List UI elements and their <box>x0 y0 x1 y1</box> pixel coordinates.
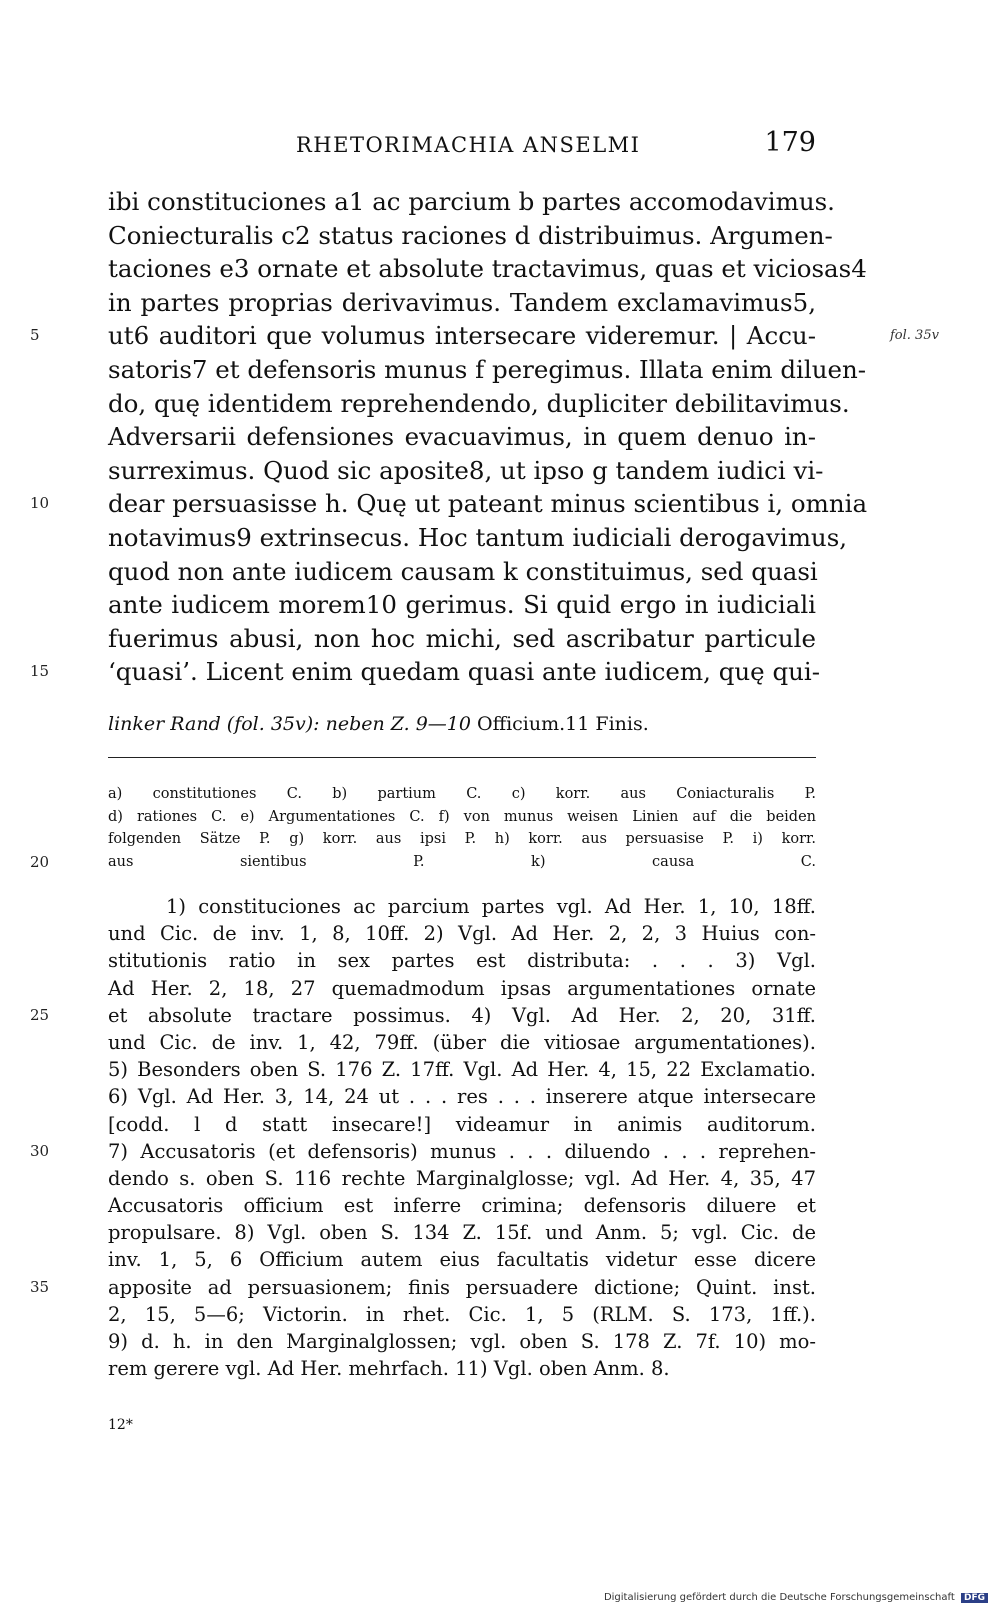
commentary-line-text: Ad Her. 2, 18, 27 quemadmodum ipsas argumentationes ornate <box>108 976 816 1000</box>
running-title: RHETORIMACHIA ANSELMI <box>296 133 641 157</box>
main-text <box>30 185 939 689</box>
commentary-line <box>108 1219 816 1246</box>
digitization-credit-text: Digitalisierung gefördert durch die Deutsche Forschungsgemeinschaft <box>603 1592 955 1603</box>
page-number: 179 <box>764 127 816 158</box>
main-text-line <box>108 185 835 219</box>
line-number: 25 <box>30 1005 50 1024</box>
commentary-line-text: 5) Besonders oben S. 176 Z. 17ff. Vgl. Ad Her. 4, 15, 22 Exclamatio. <box>108 1058 816 1082</box>
main-text-line <box>108 454 824 488</box>
main-text-line <box>108 387 850 421</box>
commentary-line <box>108 920 816 947</box>
commentary-line <box>108 975 816 1002</box>
main-text-line-text: satoris7 et defensoris munus f peregimus. Illata enim diluen- <box>108 354 867 384</box>
main-text-line-text: dear persuasisse h. Quę ut pateant minus scientibus i, omnia <box>108 489 868 519</box>
apparatus-line-text: aus sientibus P. k) causa C. <box>108 853 816 870</box>
commentary-line <box>30 1274 816 1301</box>
commentary-line-text: inv. 1, 5, 6 Officium autem eius facultatis videtur esse dicere <box>108 1248 816 1272</box>
apparatus-line <box>108 828 816 851</box>
commentary-line-text: propulsare. 8) Vgl. oben S. 134 Z. 15f. und Anm. 5; vgl. Cic. de <box>108 1221 816 1245</box>
commentary-line-text: rem gerere vgl. Ad Her. mehrfach. 11) Vgl. oben Anm. 8. <box>108 1357 670 1381</box>
commentary-line <box>108 1301 816 1328</box>
signature-mark: 12* <box>108 1417 133 1433</box>
main-text-line <box>108 521 848 555</box>
line-number: 5 <box>30 326 40 345</box>
main-text-line <box>30 487 868 521</box>
commentary-line <box>108 1083 816 1110</box>
main-text-line-text: ibi constituciones a1 ac parcium b partes accomodavimus. <box>108 187 835 216</box>
main-text-line-text: in partes proprias derivavimus. Tandem exclamavimus5, <box>108 287 816 317</box>
left-margin-note-reference: linker Rand (fol. 35v): neben Z. 9—10 <box>108 713 471 735</box>
commentary-line <box>108 1328 816 1355</box>
line-number: 35 <box>30 1277 50 1296</box>
main-text-line-text: surreximus. Quod sic aposite8, ut ipso g tandem iudici vi- <box>108 455 824 485</box>
commentary-line <box>108 1056 816 1083</box>
apparatus-line <box>108 806 816 829</box>
main-text-line-text: ‘quasi’. Licent enim quedam quasi ante iudicem, quę qui- <box>108 657 821 687</box>
apparatus-divider <box>108 757 816 758</box>
main-text-line-text: Coniecturalis c2 status raciones d distribuimus. Argumen- <box>108 220 833 250</box>
main-text-line-text: ut6 auditori que volumus intersecare videremur. | Accu- <box>108 321 816 351</box>
commentary-line <box>108 947 816 974</box>
main-text-line-text: ante iudicem morem10 gerimus. Si quid ergo in iudiciali <box>108 590 816 620</box>
line-number: 20 <box>30 852 50 871</box>
apparatus-line-text: d) rationes C. e) Argumentationes C. f) von munus weisen Linien auf die beiden <box>108 808 816 825</box>
commentary-line-text: apposite ad persuasionem; finis persuadere dictione; Quint. inst. <box>108 1275 816 1299</box>
margin-folio-note: fol. 35v <box>890 328 939 344</box>
main-text-line <box>108 555 816 589</box>
main-text-line <box>108 353 867 387</box>
dfg-logo: DFG <box>961 1593 988 1603</box>
commentary-line-text: stitutionis ratio in sex partes est distributa: . . . 3) Vgl. <box>108 949 816 973</box>
main-text-line-text: notavimus9 extrinsecus. Hoc tantum iudiciali derogavimus, <box>108 522 848 552</box>
left-margin-note <box>108 713 649 735</box>
commentary-line-text: 7) Accusatoris (et defensoris) munus . . . diluendo . . . reprehen- <box>108 1139 816 1163</box>
main-text-line-text: fuerimus abusi, non hoc michi, sed ascribatur particule <box>108 623 816 653</box>
commentary-line <box>108 1029 816 1056</box>
commentary-line-text: [codd. l d statt insecare!] videamur in animis auditorum. <box>108 1112 816 1136</box>
commentary-line-text: et absolute tractare possimus. 4) Vgl. Ad Her. 2, 20, 31ff. <box>108 1003 816 1027</box>
commentary-line <box>108 1246 816 1273</box>
commentary-line-text: 2, 15, 5—6; Victorin. in rhet. Cic. 1, 5 (RLM. S. 173, 1ff.). <box>108 1302 816 1326</box>
commentary-line <box>108 1192 816 1219</box>
main-text-line <box>108 420 816 454</box>
commentary-line-text: und Cic. de inv. 1, 42, 79ff. (über die vitiosae argumentationes). <box>108 1030 816 1054</box>
main-text-line <box>30 319 939 353</box>
left-margin-note-text: Officium.11 Finis. <box>477 713 649 735</box>
apparatus-line <box>108 783 816 806</box>
commentary-line <box>108 1165 816 1192</box>
main-text-line <box>108 286 816 320</box>
line-number: 10 <box>30 494 50 513</box>
main-text-line <box>108 622 816 656</box>
commentary-line <box>108 1111 816 1138</box>
main-text-line-text: taciones e3 ornate et absolute tractavimus, quas et viciosas4 <box>108 254 867 284</box>
apparatus-line <box>30 851 816 874</box>
line-number: 15 <box>30 662 50 681</box>
commentary-line-text: Accusatoris officium est inferre crimina; defensoris diluere et <box>108 1194 816 1218</box>
main-text-line <box>108 252 867 286</box>
commentary-line-text: 6) Vgl. Ad Her. 3, 14, 24 ut . . . res . . . inserere atque intersecare <box>108 1085 816 1109</box>
commentary-line <box>108 893 816 920</box>
critical-apparatus <box>30 783 816 873</box>
commentary-line-text: dendo s. oben S. 116 rechte Marginalglosse; vgl. Ad Her. 4, 35, 47 <box>108 1166 816 1190</box>
commentary-line-text: 9) d. h. in den Marginalglossen; vgl. oben S. 178 Z. 7f. 10) mo- <box>108 1330 816 1353</box>
main-text-line <box>108 588 816 622</box>
digitization-credit <box>604 1592 988 1603</box>
main-text-line <box>108 219 833 253</box>
commentary-line <box>30 1138 816 1165</box>
main-text-line-text: Adversarii defensiones evacuavimus, in quem denuo in- <box>108 422 816 452</box>
main-text-line <box>30 655 821 689</box>
main-text-line-text: quod non ante iudicem causam k constituimus, sed quasi <box>108 556 818 586</box>
line-number: 30 <box>30 1141 50 1160</box>
commentary-line <box>108 1355 816 1382</box>
main-text-line-text: do, quę identidem reprehendendo, dupliciter debilitavimus. <box>108 388 850 418</box>
commentary-line-text: 1) constituciones ac parcium partes vgl. Ad Her. 1, 10, 18ff. <box>166 895 816 918</box>
running-head <box>108 127 816 167</box>
commentary-notes <box>30 893 816 1382</box>
commentary-line <box>30 1002 816 1029</box>
apparatus-line-text: folgenden Sätze P. g) korr. aus ipsi P. h) korr. aus persuasise P. i) korr. <box>108 831 816 847</box>
commentary-line-text: und Cic. de inv. 1, 8, 10ff. 2) Vgl. Ad Her. 2, 2, 3 Huius con- <box>108 922 816 946</box>
apparatus-line-text: a) constitutiones C. b) partium C. c) korr. aus Coniacturalis P. <box>108 786 816 802</box>
